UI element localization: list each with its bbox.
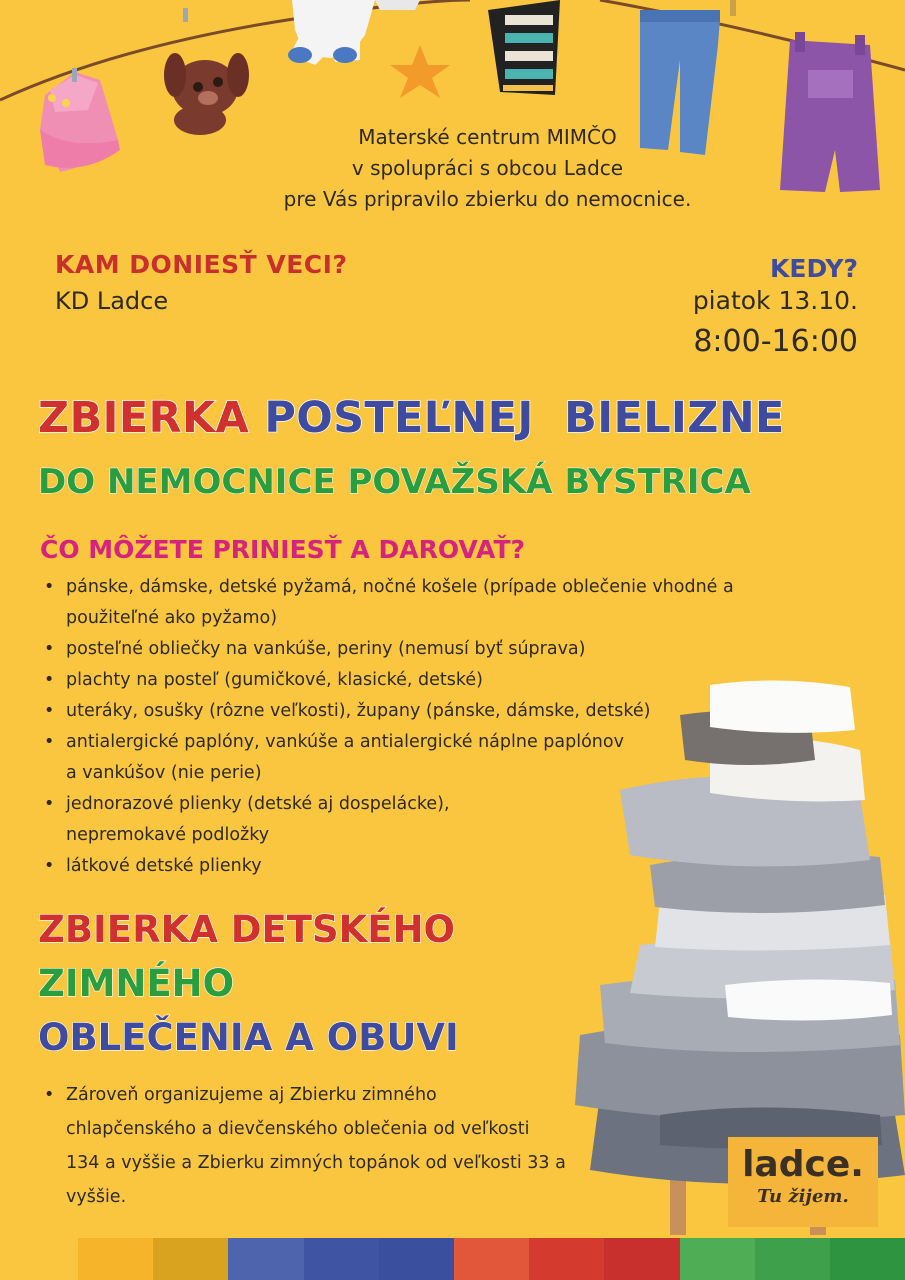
stripe (379, 1238, 454, 1280)
stripe (304, 1238, 379, 1280)
winter-note: • Zároveň organizujeme aj Zbierku zimného chlapčenského a dievčenského oblečenia od veľkosti 134 a vyššie a Zbierku zimných topánok od veľkosti 33 a vyššie. (44, 1078, 566, 1214)
where-value: KD Ladce (55, 287, 169, 315)
stripe (228, 1238, 303, 1280)
main-subtitle: DO NEMOCNICE POVAŽSKÁ BYSTRICA (38, 462, 751, 502)
intro-line: v spolupráci s obcou Ladce (351, 156, 624, 180)
intro-text (0, 122, 905, 215)
ladce-logo (728, 1137, 878, 1227)
list-item: • posteľné obliečky na vankúše, periny (nemusí byť súprava) (44, 634, 774, 665)
logo-name: ladce. (742, 1144, 864, 1185)
when-date: piatok 13.10. (692, 286, 858, 315)
stripe (830, 1238, 905, 1280)
offer-heading: ČO MÔŽETE PRINIESŤ A DAROVAŤ? (40, 535, 526, 564)
title-word-zbierka: ZBIERKA (38, 393, 250, 443)
stripe (454, 1238, 529, 1280)
color-stripe-bar (78, 1238, 905, 1280)
stripe (755, 1238, 830, 1280)
onesie-icon (288, 0, 420, 65)
list-item: • plachty na posteľ (gumičkové, klasické, detské) (44, 665, 774, 696)
stripe (153, 1238, 228, 1280)
offer-list (44, 572, 774, 882)
stripe (78, 1238, 153, 1280)
when-time: 8:00-16:00 (693, 324, 858, 359)
main-title (38, 393, 785, 443)
winter-title-line3: OBLEČENIA A OBUVI (38, 1016, 459, 1059)
where-heading: KAM DONIESŤ VECI? (55, 250, 348, 279)
striped-shirt-icon (488, 0, 560, 95)
title-word-bielizne: POSTEĽNEJ BIELIZNE (264, 393, 785, 443)
when-heading: KEDY? (770, 254, 858, 283)
stripe (604, 1238, 679, 1280)
list-item: • uteráky, osušky (rôzne veľkosti), župany (pánske, dámske, detské) (44, 696, 774, 727)
winter-title-line1: ZBIERKA DETSKÉHO (38, 908, 455, 951)
list-item: • antialergické paplóny, vankúše a antialergické náplne paplónov a vankúšov (nie perie) (44, 727, 626, 789)
list-item: • látkové detské plienky (44, 851, 774, 882)
logo-slogan: Tu žijem. (757, 1186, 849, 1207)
star-icon (390, 45, 450, 98)
winter-title-line2: ZIMNÉHO (38, 962, 235, 1005)
stripe (680, 1238, 755, 1280)
stripe (529, 1238, 604, 1280)
intro-line: Materské centrum MIMČO (358, 125, 617, 149)
intro-line: pre Vás pripravilo zbierku do nemocnice. (283, 187, 692, 211)
list-item: • pánske, dámske, detské pyžamá, nočné košele (prípade oblečenie vhodné a použiteľné ako pyžamo) (44, 572, 774, 634)
list-item: • jednorazové plienky (detské aj dospelácke), nepremokavé podložky (44, 789, 536, 851)
